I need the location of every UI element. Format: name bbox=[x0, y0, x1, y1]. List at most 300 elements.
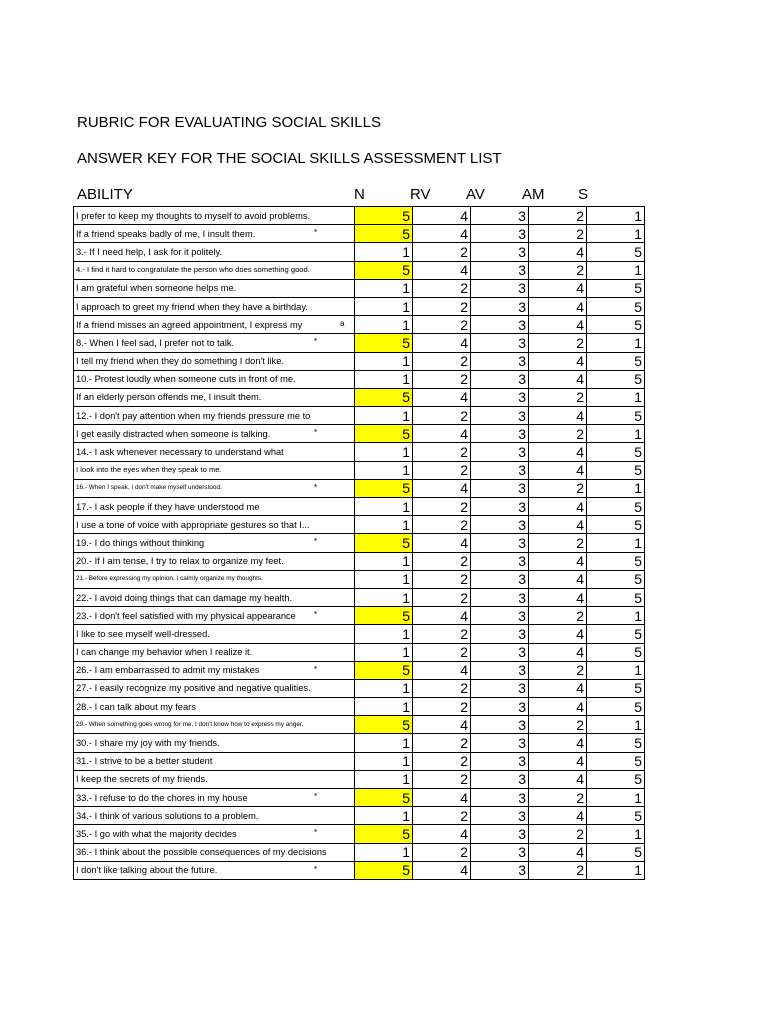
score-cell: 4 bbox=[529, 752, 587, 770]
score-cell: 1 bbox=[587, 861, 645, 879]
score-cell: 4 bbox=[413, 425, 471, 443]
ability-cell bbox=[74, 752, 355, 770]
ability-text: 20.- If I am tense, I try to relax to organize my feet. bbox=[76, 556, 284, 567]
score-cell: 4 bbox=[413, 479, 471, 497]
score-cell: 2 bbox=[413, 498, 471, 516]
reverse-item-mark: * bbox=[314, 828, 318, 838]
score-cell: 2 bbox=[413, 843, 471, 861]
ability-cell bbox=[74, 225, 355, 243]
ability-text: 22.- I avoid doing things that can damage my health. bbox=[76, 592, 293, 603]
ability-cell bbox=[74, 679, 355, 697]
ability-text: 10.- Protest loudly when someone cuts in front of me. bbox=[76, 374, 296, 385]
score-cell: 2 bbox=[413, 516, 471, 534]
score-cell: 3 bbox=[471, 370, 529, 388]
score-cell: 2 bbox=[413, 461, 471, 479]
ability-text: I can change my behavior when I realize it. bbox=[76, 647, 253, 658]
reverse-item-mark: * bbox=[314, 664, 318, 674]
score-cell: 5 bbox=[587, 498, 645, 516]
table-row bbox=[74, 679, 645, 697]
score-cell: 5 bbox=[355, 825, 413, 843]
ability-text: If a friend speaks badly of me, I insult them. bbox=[76, 228, 256, 239]
score-cell: 1 bbox=[355, 516, 413, 534]
ability-cell bbox=[74, 297, 355, 315]
answer-key-table bbox=[73, 206, 645, 880]
ability-text: I don't like talking about the future. bbox=[76, 865, 218, 876]
score-cell: 5 bbox=[587, 279, 645, 297]
score-cell: 5 bbox=[587, 698, 645, 716]
score-cell: 3 bbox=[471, 825, 529, 843]
table-row bbox=[74, 225, 645, 243]
score-cell: 4 bbox=[529, 279, 587, 297]
score-cell: 3 bbox=[471, 734, 529, 752]
table-row bbox=[74, 334, 645, 352]
table-row bbox=[74, 516, 645, 534]
score-cell: 3 bbox=[471, 388, 529, 406]
score-cell: 5 bbox=[587, 370, 645, 388]
score-cell: 5 bbox=[355, 388, 413, 406]
ability-text: 30.- I share my joy with my friends. bbox=[76, 738, 220, 749]
score-cell: 5 bbox=[355, 861, 413, 879]
ability-text: 35.- I go with what the majority decides bbox=[76, 828, 237, 839]
ability-cell bbox=[74, 552, 355, 570]
score-cell: 1 bbox=[355, 643, 413, 661]
ability-cell bbox=[74, 370, 355, 388]
score-cell: 3 bbox=[471, 316, 529, 334]
table-row bbox=[74, 588, 645, 606]
ability-cell bbox=[74, 498, 355, 516]
reverse-item-mark: * bbox=[314, 537, 318, 547]
score-cell: 1 bbox=[355, 625, 413, 643]
score-cell: 4 bbox=[529, 407, 587, 425]
score-cell: 2 bbox=[413, 588, 471, 606]
score-cell: 1 bbox=[355, 352, 413, 370]
score-cell: 5 bbox=[355, 534, 413, 552]
score-cell: 1 bbox=[587, 425, 645, 443]
ability-cell bbox=[74, 570, 355, 588]
ability-cell bbox=[74, 261, 355, 279]
score-cell: 1 bbox=[355, 279, 413, 297]
ability-cell bbox=[74, 643, 355, 661]
score-cell: 3 bbox=[471, 498, 529, 516]
table-row bbox=[74, 498, 645, 516]
table-row bbox=[74, 570, 645, 588]
ability-text: If a friend misses an agreed appointment, I express my bbox=[76, 319, 303, 330]
ability-text: 16.- When I speak, I don't make myself understood. bbox=[76, 484, 222, 492]
column-header-av: AV bbox=[466, 186, 485, 203]
score-cell: 3 bbox=[471, 552, 529, 570]
score-cell: 3 bbox=[471, 770, 529, 788]
table-row bbox=[74, 261, 645, 279]
score-cell: 2 bbox=[413, 570, 471, 588]
table-row bbox=[74, 461, 645, 479]
score-cell: 5 bbox=[587, 625, 645, 643]
score-cell: 5 bbox=[587, 552, 645, 570]
ability-cell bbox=[74, 843, 355, 861]
score-cell: 1 bbox=[587, 225, 645, 243]
ability-text: 34.- I think of various solutions to a problem. bbox=[76, 810, 259, 821]
score-cell: 5 bbox=[587, 297, 645, 315]
table-row bbox=[74, 752, 645, 770]
score-cell: 1 bbox=[355, 698, 413, 716]
score-cell: 2 bbox=[413, 643, 471, 661]
score-cell: 3 bbox=[471, 334, 529, 352]
table-row bbox=[74, 425, 645, 443]
table-row bbox=[74, 552, 645, 570]
ability-cell bbox=[74, 734, 355, 752]
score-cell: 5 bbox=[355, 661, 413, 679]
score-cell: 4 bbox=[529, 643, 587, 661]
score-cell: 2 bbox=[413, 316, 471, 334]
score-cell: 4 bbox=[529, 243, 587, 261]
table-row bbox=[74, 734, 645, 752]
ability-text: 23.- I don't feel satisfied with my physical appearance bbox=[76, 610, 296, 621]
score-cell: 4 bbox=[413, 388, 471, 406]
page-subtitle: ANSWER KEY FOR THE SOCIAL SKILLS ASSESSMENT LIST bbox=[77, 150, 502, 167]
ability-text: I tell my friend when they do something I don't like. bbox=[76, 356, 284, 367]
score-cell: 2 bbox=[529, 261, 587, 279]
score-cell: 3 bbox=[471, 443, 529, 461]
answer-key-table-body bbox=[74, 207, 645, 880]
score-cell: 4 bbox=[529, 625, 587, 643]
reverse-item-mark: * bbox=[314, 610, 318, 620]
score-cell: 1 bbox=[587, 716, 645, 734]
score-cell: 2 bbox=[413, 698, 471, 716]
score-cell: 2 bbox=[529, 716, 587, 734]
score-cell: 4 bbox=[529, 443, 587, 461]
score-cell: 4 bbox=[413, 225, 471, 243]
score-cell: 2 bbox=[413, 297, 471, 315]
score-cell: 2 bbox=[529, 661, 587, 679]
table-row bbox=[74, 770, 645, 788]
score-cell: 4 bbox=[529, 352, 587, 370]
score-cell: 2 bbox=[529, 607, 587, 625]
ability-cell bbox=[74, 825, 355, 843]
ability-text: 14.- I ask whenever necessary to understand what bbox=[76, 447, 284, 458]
table-row bbox=[74, 207, 645, 225]
score-cell: 3 bbox=[471, 261, 529, 279]
score-cell: 3 bbox=[471, 534, 529, 552]
score-cell: 3 bbox=[471, 716, 529, 734]
score-cell: 5 bbox=[587, 679, 645, 697]
score-cell: 3 bbox=[471, 207, 529, 225]
reverse-item-mark: * bbox=[314, 792, 318, 801]
score-cell: 1 bbox=[355, 843, 413, 861]
score-cell: 5 bbox=[587, 588, 645, 606]
score-cell: 5 bbox=[587, 570, 645, 588]
score-cell: 3 bbox=[471, 279, 529, 297]
score-cell: 2 bbox=[413, 752, 471, 770]
score-cell: 1 bbox=[355, 498, 413, 516]
score-cell: 5 bbox=[587, 770, 645, 788]
score-cell: 3 bbox=[471, 661, 529, 679]
score-cell: 1 bbox=[355, 297, 413, 315]
score-cell: 4 bbox=[529, 516, 587, 534]
score-cell: 2 bbox=[413, 370, 471, 388]
table-row bbox=[74, 388, 645, 406]
ability-text: 21.- Before expressing my opinion, I calmly organize my thoughts. bbox=[76, 575, 263, 583]
score-cell: 2 bbox=[413, 407, 471, 425]
score-cell: 1 bbox=[587, 661, 645, 679]
score-cell: 5 bbox=[587, 407, 645, 425]
column-header-ability: ABILITY bbox=[77, 186, 133, 203]
score-cell: 1 bbox=[355, 807, 413, 825]
table-row bbox=[74, 534, 645, 552]
ability-text: If an elderly person offends me, I insult them. bbox=[76, 392, 262, 403]
ability-text: 4.- I find it hard to congratulate the person who does something good. bbox=[76, 265, 310, 275]
score-cell: 3 bbox=[471, 352, 529, 370]
score-cell: 3 bbox=[471, 789, 529, 807]
ability-cell bbox=[74, 770, 355, 788]
ability-text: I look into the eyes when they speak to me. bbox=[76, 465, 222, 475]
score-cell: 4 bbox=[529, 588, 587, 606]
score-cell: 2 bbox=[413, 679, 471, 697]
score-cell: 3 bbox=[471, 843, 529, 861]
score-cell: 3 bbox=[471, 461, 529, 479]
ability-text: I keep the secrets of my friends. bbox=[76, 774, 208, 785]
score-cell: 4 bbox=[529, 843, 587, 861]
score-cell: 5 bbox=[587, 752, 645, 770]
score-cell: 5 bbox=[355, 789, 413, 807]
score-cell: 1 bbox=[355, 461, 413, 479]
table-row bbox=[74, 861, 645, 879]
score-cell: 5 bbox=[355, 425, 413, 443]
score-cell: 3 bbox=[471, 679, 529, 697]
score-cell: 3 bbox=[471, 570, 529, 588]
reverse-item-mark: * bbox=[314, 482, 318, 492]
score-cell: 3 bbox=[471, 407, 529, 425]
score-cell: 5 bbox=[587, 807, 645, 825]
ability-cell bbox=[74, 461, 355, 479]
table-row bbox=[74, 807, 645, 825]
reverse-item-mark: * bbox=[314, 337, 318, 347]
score-cell: 5 bbox=[587, 843, 645, 861]
score-cell: 2 bbox=[529, 425, 587, 443]
ability-text: 36.- I think about the possible consequences of my decisions bbox=[76, 847, 327, 858]
ability-cell bbox=[74, 789, 355, 807]
column-header-n: N bbox=[354, 186, 365, 203]
score-cell: 5 bbox=[355, 261, 413, 279]
score-cell: 2 bbox=[413, 352, 471, 370]
score-cell: 2 bbox=[413, 552, 471, 570]
ability-text: I prefer to keep my thoughts to myself to avoid problems. bbox=[76, 210, 311, 221]
column-header-rv: RV bbox=[410, 186, 431, 203]
score-cell: 1 bbox=[355, 752, 413, 770]
ability-text: I use a tone of voice with appropriate gestures so that I... bbox=[76, 519, 310, 530]
table-row bbox=[74, 643, 645, 661]
column-header-s: S bbox=[578, 186, 589, 203]
score-cell: 4 bbox=[529, 734, 587, 752]
score-cell: 4 bbox=[529, 498, 587, 516]
score-cell: 4 bbox=[529, 698, 587, 716]
score-cell: 2 bbox=[413, 625, 471, 643]
score-cell: 3 bbox=[471, 861, 529, 879]
score-cell: 5 bbox=[587, 643, 645, 661]
score-cell: 1 bbox=[355, 770, 413, 788]
score-cell: 1 bbox=[587, 388, 645, 406]
score-cell: 4 bbox=[529, 370, 587, 388]
score-cell: 1 bbox=[587, 334, 645, 352]
score-cell: 5 bbox=[587, 461, 645, 479]
score-cell: 2 bbox=[529, 789, 587, 807]
ability-text: I like to see myself well-dressed. bbox=[76, 628, 210, 639]
ability-text: 28.- I can talk about my fears bbox=[76, 701, 196, 712]
score-cell: 5 bbox=[587, 352, 645, 370]
score-cell: 2 bbox=[529, 825, 587, 843]
score-cell: 2 bbox=[413, 807, 471, 825]
table-row bbox=[74, 698, 645, 716]
table-row bbox=[74, 825, 645, 843]
score-cell: 1 bbox=[355, 679, 413, 697]
score-cell: 4 bbox=[529, 570, 587, 588]
table-row bbox=[74, 243, 645, 261]
table-row bbox=[74, 297, 645, 315]
reverse-item-mark: a bbox=[340, 319, 345, 329]
ability-text: 17.- I ask people if they have understood me bbox=[76, 501, 260, 512]
score-cell: 4 bbox=[413, 334, 471, 352]
table-row bbox=[74, 443, 645, 461]
score-cell: 2 bbox=[529, 207, 587, 225]
ability-text: 29.- When something goes wrong for me, I don't know how to express my anger. bbox=[76, 720, 304, 728]
table-row bbox=[74, 625, 645, 643]
score-cell: 1 bbox=[355, 734, 413, 752]
score-cell: 1 bbox=[587, 534, 645, 552]
score-cell: 3 bbox=[471, 516, 529, 534]
ability-cell bbox=[74, 279, 355, 297]
ability-text: I approach to greet my friend when they have a birthday. bbox=[76, 301, 308, 312]
ability-text: 27.- I easily recognize my positive and negative qualities. bbox=[76, 683, 311, 694]
reverse-item-mark: * bbox=[314, 228, 318, 238]
score-cell: 4 bbox=[529, 679, 587, 697]
ability-cell bbox=[74, 625, 355, 643]
score-cell: 4 bbox=[529, 552, 587, 570]
score-cell: 5 bbox=[355, 607, 413, 625]
score-cell: 4 bbox=[413, 861, 471, 879]
score-cell: 1 bbox=[355, 370, 413, 388]
table-row bbox=[74, 407, 645, 425]
score-cell: 3 bbox=[471, 643, 529, 661]
score-cell: 1 bbox=[587, 207, 645, 225]
score-cell: 2 bbox=[413, 770, 471, 788]
score-cell: 5 bbox=[587, 243, 645, 261]
score-cell: 1 bbox=[587, 479, 645, 497]
ability-cell bbox=[74, 443, 355, 461]
ability-cell bbox=[74, 607, 355, 625]
score-cell: 1 bbox=[355, 316, 413, 334]
score-cell: 4 bbox=[413, 789, 471, 807]
score-cell: 1 bbox=[587, 825, 645, 843]
table-row bbox=[74, 843, 645, 861]
score-cell: 3 bbox=[471, 425, 529, 443]
ability-cell bbox=[74, 861, 355, 879]
ability-cell bbox=[74, 388, 355, 406]
ability-text: I am grateful when someone helps me. bbox=[76, 283, 237, 294]
score-cell: 2 bbox=[413, 279, 471, 297]
ability-cell bbox=[74, 807, 355, 825]
score-cell: 2 bbox=[529, 479, 587, 497]
score-cell: 1 bbox=[587, 789, 645, 807]
score-cell: 1 bbox=[355, 243, 413, 261]
score-cell: 5 bbox=[355, 716, 413, 734]
score-cell: 2 bbox=[413, 734, 471, 752]
score-cell: 3 bbox=[471, 588, 529, 606]
ability-cell bbox=[74, 479, 355, 497]
page-title: RUBRIC FOR EVALUATING SOCIAL SKILLS bbox=[77, 114, 381, 131]
score-cell: 5 bbox=[355, 334, 413, 352]
score-cell: 3 bbox=[471, 625, 529, 643]
score-cell: 5 bbox=[587, 734, 645, 752]
score-cell: 1 bbox=[355, 443, 413, 461]
score-cell: 3 bbox=[471, 479, 529, 497]
ability-text: 19.- I do things without thinking bbox=[76, 537, 205, 548]
score-cell: 1 bbox=[587, 607, 645, 625]
score-cell: 4 bbox=[413, 207, 471, 225]
ability-cell bbox=[74, 516, 355, 534]
score-cell: 4 bbox=[529, 461, 587, 479]
table-row bbox=[74, 607, 645, 625]
table-row bbox=[74, 279, 645, 297]
ability-cell bbox=[74, 352, 355, 370]
score-cell: 2 bbox=[529, 534, 587, 552]
score-cell: 4 bbox=[529, 770, 587, 788]
score-cell: 3 bbox=[471, 752, 529, 770]
ability-cell bbox=[74, 407, 355, 425]
ability-cell bbox=[74, 661, 355, 679]
score-cell: 1 bbox=[355, 570, 413, 588]
score-cell: 1 bbox=[355, 588, 413, 606]
table-row bbox=[74, 661, 645, 679]
score-cell: 4 bbox=[413, 825, 471, 843]
score-cell: 4 bbox=[529, 316, 587, 334]
ability-text: 12.- I don't pay attention when my friends pressure me to bbox=[76, 410, 311, 421]
score-cell: 3 bbox=[471, 297, 529, 315]
ability-cell bbox=[74, 588, 355, 606]
score-cell: 2 bbox=[529, 225, 587, 243]
ability-cell bbox=[74, 425, 355, 443]
ability-text: 8.- When I feel sad, I prefer not to talk. bbox=[76, 337, 235, 348]
score-cell: 3 bbox=[471, 698, 529, 716]
score-cell: 1 bbox=[587, 261, 645, 279]
ability-cell bbox=[74, 534, 355, 552]
score-cell: 3 bbox=[471, 807, 529, 825]
table-row bbox=[74, 352, 645, 370]
score-cell: 5 bbox=[355, 225, 413, 243]
score-cell: 4 bbox=[529, 807, 587, 825]
score-cell: 3 bbox=[471, 607, 529, 625]
reverse-item-mark: * bbox=[314, 428, 318, 438]
score-cell: 5 bbox=[355, 479, 413, 497]
ability-cell bbox=[74, 243, 355, 261]
score-cell: 2 bbox=[529, 861, 587, 879]
score-cell: 4 bbox=[413, 607, 471, 625]
table-row bbox=[74, 479, 645, 497]
ability-text: 26.- I am embarrassed to admit my mistakes bbox=[76, 665, 260, 676]
score-cell: 2 bbox=[529, 388, 587, 406]
ability-text: I get easily distracted when someone is talking. bbox=[76, 428, 271, 439]
score-cell: 4 bbox=[413, 716, 471, 734]
score-cell: 4 bbox=[413, 534, 471, 552]
ability-cell bbox=[74, 207, 355, 225]
score-cell: 2 bbox=[413, 243, 471, 261]
score-cell: 3 bbox=[471, 225, 529, 243]
table-row bbox=[74, 370, 645, 388]
ability-text: 33.- I refuse to do the chores in my house bbox=[76, 792, 248, 803]
reverse-item-mark: * bbox=[314, 864, 318, 874]
score-cell: 5 bbox=[355, 207, 413, 225]
ability-cell bbox=[74, 334, 355, 352]
ability-text: 31.- I strive to be a better student bbox=[76, 756, 213, 767]
ability-text: 3.- If I need help, I ask for it politely. bbox=[76, 246, 223, 257]
table-row bbox=[74, 716, 645, 734]
